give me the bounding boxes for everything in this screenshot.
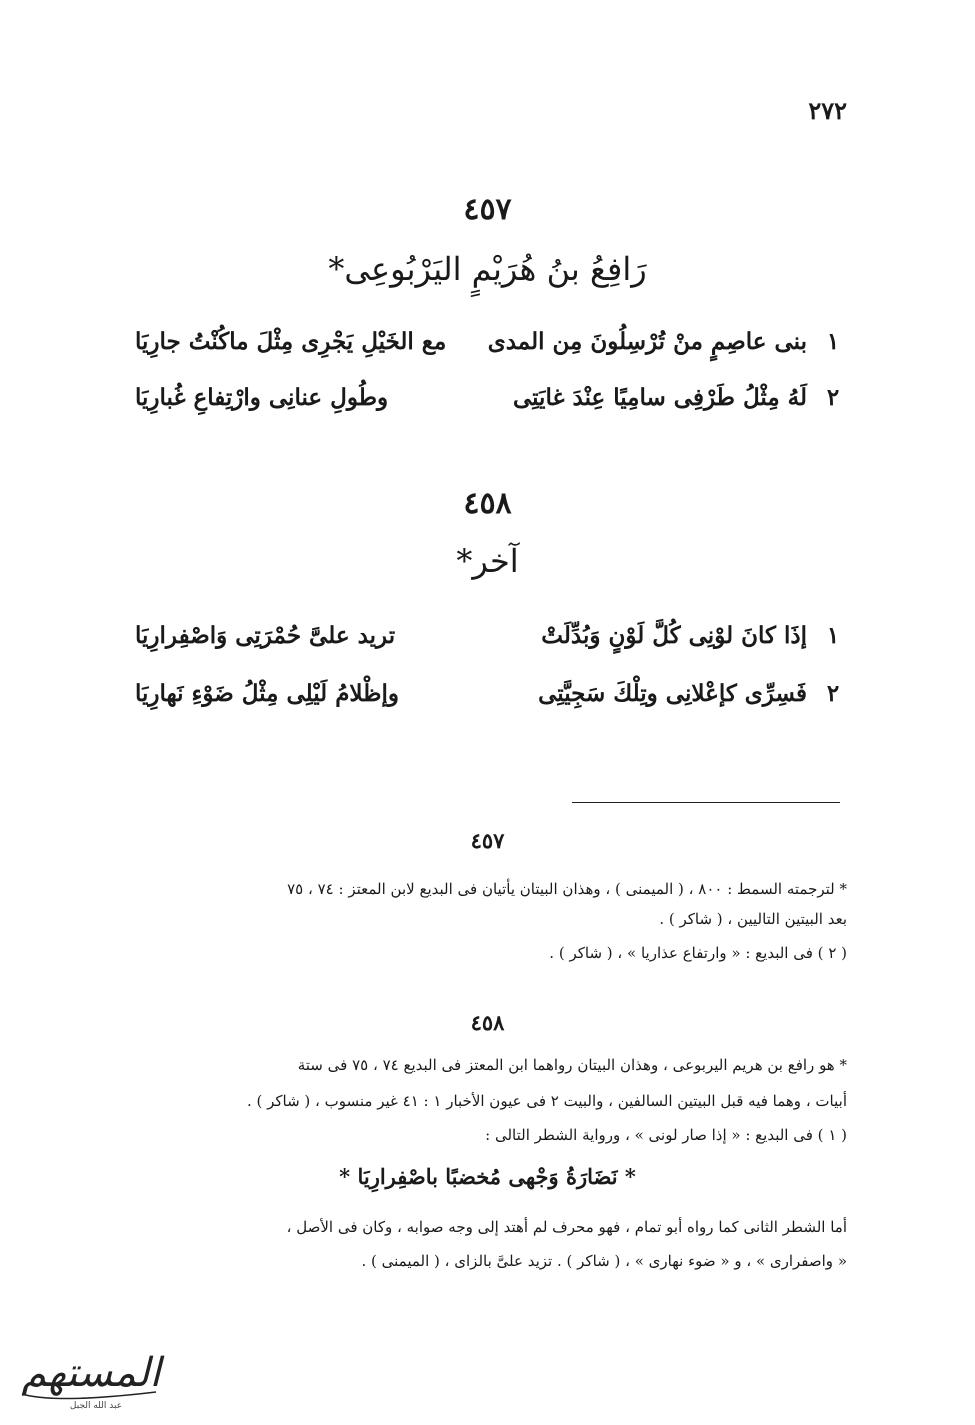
footnote-quote-verse: * نَضَارَةُ وَجْهى مُخضبًا باصْفِرارِيَا * — [339, 1164, 636, 1189]
verse-number: ٢ — [826, 384, 840, 411]
verse — [135, 680, 847, 720]
svg-text:عبد الله الجبل: عبد الله الجبل — [69, 1401, 123, 1411]
verse — [135, 622, 847, 662]
footnote-divider — [572, 802, 840, 803]
library-logo-stamp — [16, 1338, 166, 1416]
footnote-heading: ٤٥٧ — [470, 828, 505, 853]
footnote-line: « واصفرارى » ، و « ضوء نهارى » ، ( شاكر ) . تزيد علىَّ بالزاى ، ( الميمنى ) . — [361, 1252, 847, 1270]
footnote-heading: ٤٥٨ — [470, 1010, 505, 1035]
footnote-line: * لترجمته السمط : ٨٠٠ ، ( الميمنى ) ، وهذان البيتان يأتيان فى البديع لابن المعتز : ٧٤ ، ٧٥ — [287, 880, 847, 898]
first-hemistich: لَهُ مِثْلُ طَرْفِى سامِيًا عِنْدَ غايَتِى — [512, 384, 807, 411]
poem-title: رَافِعُ بنُ هُرَيْمٍ اليَرْبُوعِى* — [328, 250, 647, 288]
second-hemistich: وإظْلامُ لَيْلِى مِثْلُ ضَوْءِ نَهارِيَا — [135, 680, 399, 707]
footnote-line: ( ٢ ) فى البديع : « وارتفاع عذاريا » ، ( شاكر ) . — [549, 944, 847, 962]
poem-title: آخر* — [456, 542, 519, 580]
poem-number: ٤٥٨ — [463, 486, 512, 521]
verse — [135, 328, 847, 368]
verse-number: ٢ — [826, 680, 840, 707]
footnote-line: * هو رافع بن هريم اليربوعى ، وهذان البيتان رواهما ابن المعتز فى البديع ٧٤ ، ٧٥ فى ستة — [297, 1056, 847, 1074]
page-number: ٢٧٢ — [808, 96, 847, 125]
second-hemistich: وطُولِ عنانِى وارْتِفاعِ غُبارِيَا — [135, 384, 389, 411]
poem-number: ٤٥٧ — [463, 192, 512, 227]
first-hemistich: فَسِرِّى كإعْلانِى وتِلْكَ سَجِيَّتِى — [538, 680, 807, 707]
second-hemistich: تريد علىَّ حُمْرَتِى وَاصْفِرارِيَا — [135, 622, 396, 649]
first-hemistich: بنى عاصِمٍ منْ تُرْسِلُونَ مِن المدى — [487, 328, 807, 355]
verse-number: ١ — [826, 622, 840, 649]
first-hemistich: إذَا كانَ لوْنِى كُلَّ لَوْنٍ وَبُدِّلَتْ — [541, 622, 807, 649]
footnote-line: أما الشطر الثانى كما رواه أبو تمام ، فهو محرف لم أهتد إلى وجه صوابه ، وكان فى الأصل ، — [286, 1218, 847, 1236]
footnote-line: بعد البيتين التاليين ، ( شاكر ) . — [659, 910, 847, 928]
svg-text:المستهم: المستهم — [21, 1350, 161, 1396]
verse — [135, 384, 847, 424]
footnote-line: أبيات ، وهما فيه قبل البيتين السالفين ، والبيت ٢ فى عيون الأخبار ١ : ٤١ غير منسوب ، ( شاكر ) . — [246, 1092, 847, 1110]
verse-number: ١ — [826, 328, 840, 355]
footnote-line: ( ١ ) فى البديع : « إذا صار لونى » ، ورواية الشطر التالى : — [485, 1126, 847, 1144]
second-hemistich: مع الخَيْلِ يَجْرِى مِثْلَ ماكُنْتُ جارِيَا — [135, 328, 447, 355]
